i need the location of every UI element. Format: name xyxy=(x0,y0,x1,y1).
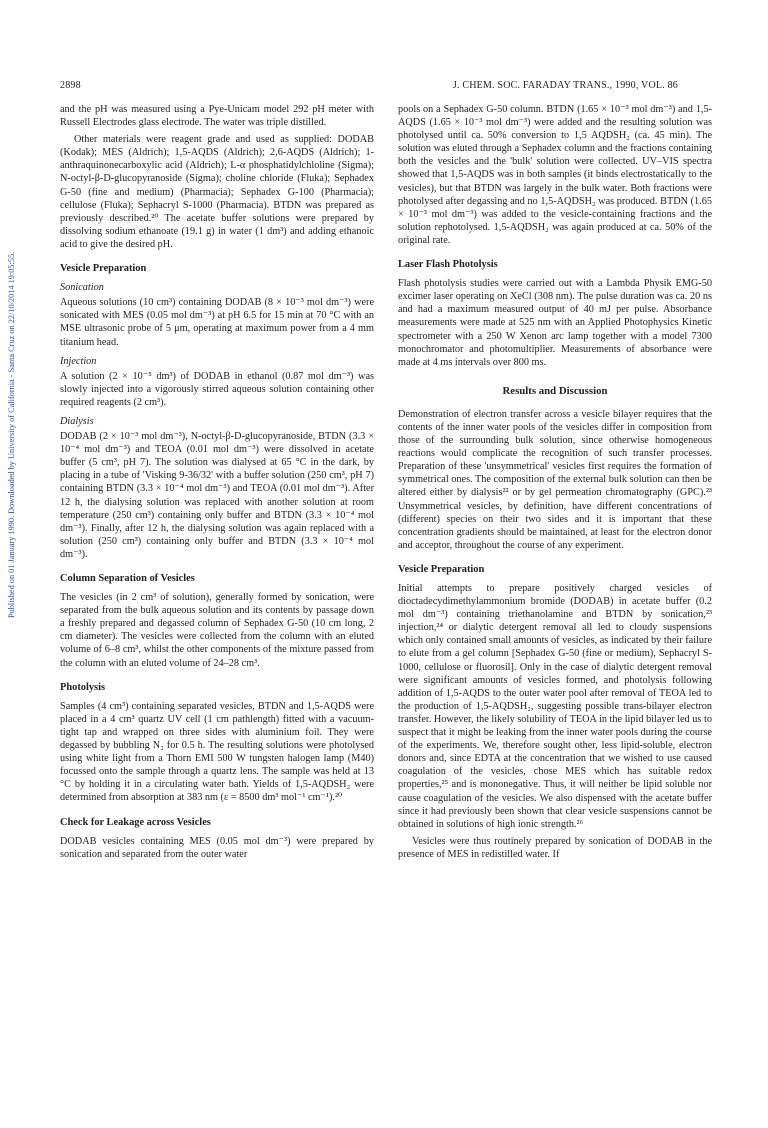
heading-column-separation: Column Separation of Vesicles xyxy=(60,573,195,584)
left-column xyxy=(60,103,374,865)
paragraph-initial-attempts: Initial attempts to prepare positively charged vesicles of dioctadecydimethylammonium bromide (DODAB) in acetate buffer (0.2 mol dm⁻³) containing triethanolamine and BTDN by sonication,²³ injection,²⁴ or dialytic detergent removal all led to cloudy suspensions which only contained small amounts of vesicles, as indicated by their failure to elute from a gel column [Sephadex G-50 (fine or medium), Sephacryl S-1000, cellulose or fluorosil]. Only in the case of dialytic detergent removal were significant amounts of vesicles formed, and photolysis following addition of 1,5-AQDS to the outer water pool after removal of TEOA led to the production of 1,5-AQDSH₂, suggesting possible trans-bilayer electron transfer. However, the likely solubility of TEOA in the lipid bilayer led us to suspect that it might be leaking from the inner water pools during the course of the experiments. We, therefore sought other, less lipid-soluble, electron donors and, since EDTA at the concentration that we wished to use caused coagulation of the vesicles, chose MES which has suitable redox properties,²⁵ and is mononegative. Thus, it will neither be lipid soluble nor cause coagulation of the vesicles. We also dispensed with the acetate buffer since it had previously been shown that clear vesicle suspensions cannot be obtained in solutions of high ionic strength.²⁶ xyxy=(398,583,712,830)
paragraph-column-separation: The vesicles (in 2 cm³ of solution), generally formed by sonication, were separated from the bulk aqueous solution and its contents by passage down a freshly prepared and degassed column of Sephadex G-50 (10 cm long, 2 cm diameter). The vesicles were collected from the column with an eluted volume of 6–8 cm³, whilst the other components of the mixture passed from the column with an eluted volume of 24–28 cm³. xyxy=(60,592,374,669)
paragraph-photolysis: Samples (4 cm³) containing separated vesicles, BTDN and 1,5-AQDS were placed in a 4 cm³ quartz UV cell (1 cm pathlength) fitted with a vacuum-tight tap and wrapped on three sides with aluminium foil. They were degassed by bubbling N₂ for 0.5 h. The resulting solutions were photolysed using white light from a Thorn EMI 500 W tungsten halogen lamp (M40) focussed onto the sample through a quartz lens. The sample was held at 13 °C by holding it in a circulating water bath. Yields of 1,5-AQDSH₂ were determined from absorption at 383 nm (ε = 8500 dm³ mol⁻¹ cm⁻¹).²⁰ xyxy=(60,700,374,804)
subheading-sonication: Sonication xyxy=(60,282,104,294)
heading-leakage-check: Check for Leakage across Vesicles xyxy=(60,816,211,828)
heading-photolysis: Photolysis xyxy=(60,681,106,693)
heading-vesicle-preparation: Vesicle Preparation xyxy=(60,263,147,275)
subheading-dialysis: Dialysis xyxy=(60,415,94,427)
paragraph-results: Demonstration of electron transfer across a vesicle bilayer requires that the contents of the inner water pools of the vesicles differ in composition from those of the surrounding bulk solution, since otherwise homogeneous reactions would complicate the recognition of such transfer processes. Preparation of these 'unsymmetrical' vesicles first requires the formation of symmetrical ones. The composition of the external bulk solution can then be altered either by dialysis²² or by gel permeation chromatography (GPC).²³ Unsymmetrical vesicles, by definition, have different concentrations of (different) species on their two sides and it is important that these concentration gradients should be maintained, at least for the electron donor and acceptor, throughout the course of any experiment. xyxy=(398,408,712,551)
paragraph-leakage: DODAB vesicles containing MES (0.05 mol dm⁻³) were prepared by sonication and separated from the outer water xyxy=(60,835,374,860)
running-header xyxy=(60,80,678,94)
journal-citation: J. CHEM. SOC. FARADAY TRANS., 1990, VOL. 86 xyxy=(452,80,678,91)
page-number: 2898 xyxy=(60,80,81,91)
paragraph-dialysis: DODAB (2 × 10⁻³ mol dm⁻³), N-octyl-β-D-glucopyranoside, BTDN (3.3 × 10⁻⁴ mol dm⁻³) and TEOA (0.01 mol dm⁻³) were dissolved in acetate buffer (5 cm³, pH 7). The solution was dialysed at 65 °C in the dark, by placing in a tube of 'Visking 9-36/32' with a buffer solution (250 cm³, pH 7) containing BTDN (3.3 × 10⁻⁴ mol dm⁻³) and TEOA (0.01 mol dm⁻³). After 12 h, the dialysing solution was replaced with another solution at room temperature (250 cm³) containing only buffer and BTDN (3.3 × 10⁻⁴ mol dm⁻³). Finally, after 12 h, the dialysing solution was again replaced with a solution (250 cm³) containing only buffer and BTDN (3.3 × 10⁻⁴ mol dm⁻³). xyxy=(60,431,374,560)
paragraph-injection: A solution (2 × 10⁻⁵ dm³) of DODAB in ethanol (0.87 mol dm⁻³) was slowly injected into a vigorously stirred aqueous solution containing other required reagents (2 cm³). xyxy=(60,370,374,408)
subheading-injection: Injection xyxy=(60,355,97,367)
paragraph-laser: Flash photolysis studies were carried out with a Lambda Physik EMG-50 excimer laser operating on XeCl (308 nm). The pulse duration was ca. 20 ns and had a maximum measured output of 40 mJ per pulse. Absorbance measurements were made at 525 nm with an Applied Photophysics Kinetic spectrometer with a 250 W Xenon arc lamp together with a model 7300 monochromator and photomultiplier. Measurements of absorbance were made at 4 ms intervals over 800 ms. xyxy=(398,278,712,368)
download-notice: Published on 01 January 1990. Downloaded by University of California - Santa Cruz on 22/10/2014 19:05:55. xyxy=(7,251,16,619)
paragraph-pools: pools on a Sephadex G-50 column. BTDN (1.65 × 10⁻³ mol dm⁻³) and 1,5-AQDS (1.65 × 10⁻³ mol dm⁻³) were added and the resulting solution was photolysed until ca. 50% conversion to 1,5 AQDSH₂ (ca. 45 min). The solution was eluted through a Sephadex column and the fractions containing both the vesicles and the 'bulk' solution were collected. UV–VIS spectra showed that 1,5-AQDS was in both samples (it binds electrostatically to the vesicles), but that BTDN was largely in the bulk water. Both fractions were photolysed after degassing and no 1,5-AQDSH₂ was produced. BTDN (1.65 × 10⁻³ mol dm⁻³) was added to the vesicle-containing fractions and the solution rephotolysed. 1,5-AQDSH₂ was again produced at ca. 50% of the original rate. xyxy=(398,104,712,246)
paragraph-routine-preparation: Vesicles were thus routinely prepared by sonication of DODAB in the presence of MES in redistilled water. If xyxy=(398,835,712,860)
heading-laser-flash-photolysis: Laser Flash Photolysis xyxy=(398,259,498,271)
heading-results-discussion: Results and Discussion xyxy=(502,384,608,397)
paragraph-materials: Other materials were reagent grade and used as supplied: DODAB (Kodak); MES (Aldrich); 1,5-AQDS (Aldrich); 2,6-AQDS (Aldrich); 1-anthraquinonecarboxylic acid (Aldrich); L-α phosphatidylchloline (Sigma); N-octyl-β-D-glucopyranoside (Sigma); choline chloride (Fluka); Sephadex G-50 (fine and medium) (Pharmacia); Sephadex G-100 (Pharmacia); cellulose (Fluka); Sephacryl S-1000 (Pharmacia). BTDN was prepared as previously described.²⁰ The acetate buffer solutions were prepared by dissolving sodium ethanoate (19.1 g) in water (1 dm³) and adding ethanoic acid to give the desired pH. xyxy=(60,134,374,250)
paragraph-ph-measure: and the pH was measured using a Pye-Unicam model 292 pH meter with Russell Electrodes glass electrode. The water was triple distilled. xyxy=(60,104,374,129)
right-column xyxy=(398,103,712,865)
heading-vesicle-preparation-2: Vesicle Preparation xyxy=(398,563,485,575)
paragraph-sonication: Aqueous solutions (10 cm³) containing DODAB (8 × 10⁻³ mol dm⁻³) were sonicated with MES (0.05 mol dm⁻³) at pH 6.5 for 15 min at 70 °C with an MSE ultrasonic probe of 5 μm, operating at maximum power from a 4 mm titanium head. xyxy=(60,297,374,348)
